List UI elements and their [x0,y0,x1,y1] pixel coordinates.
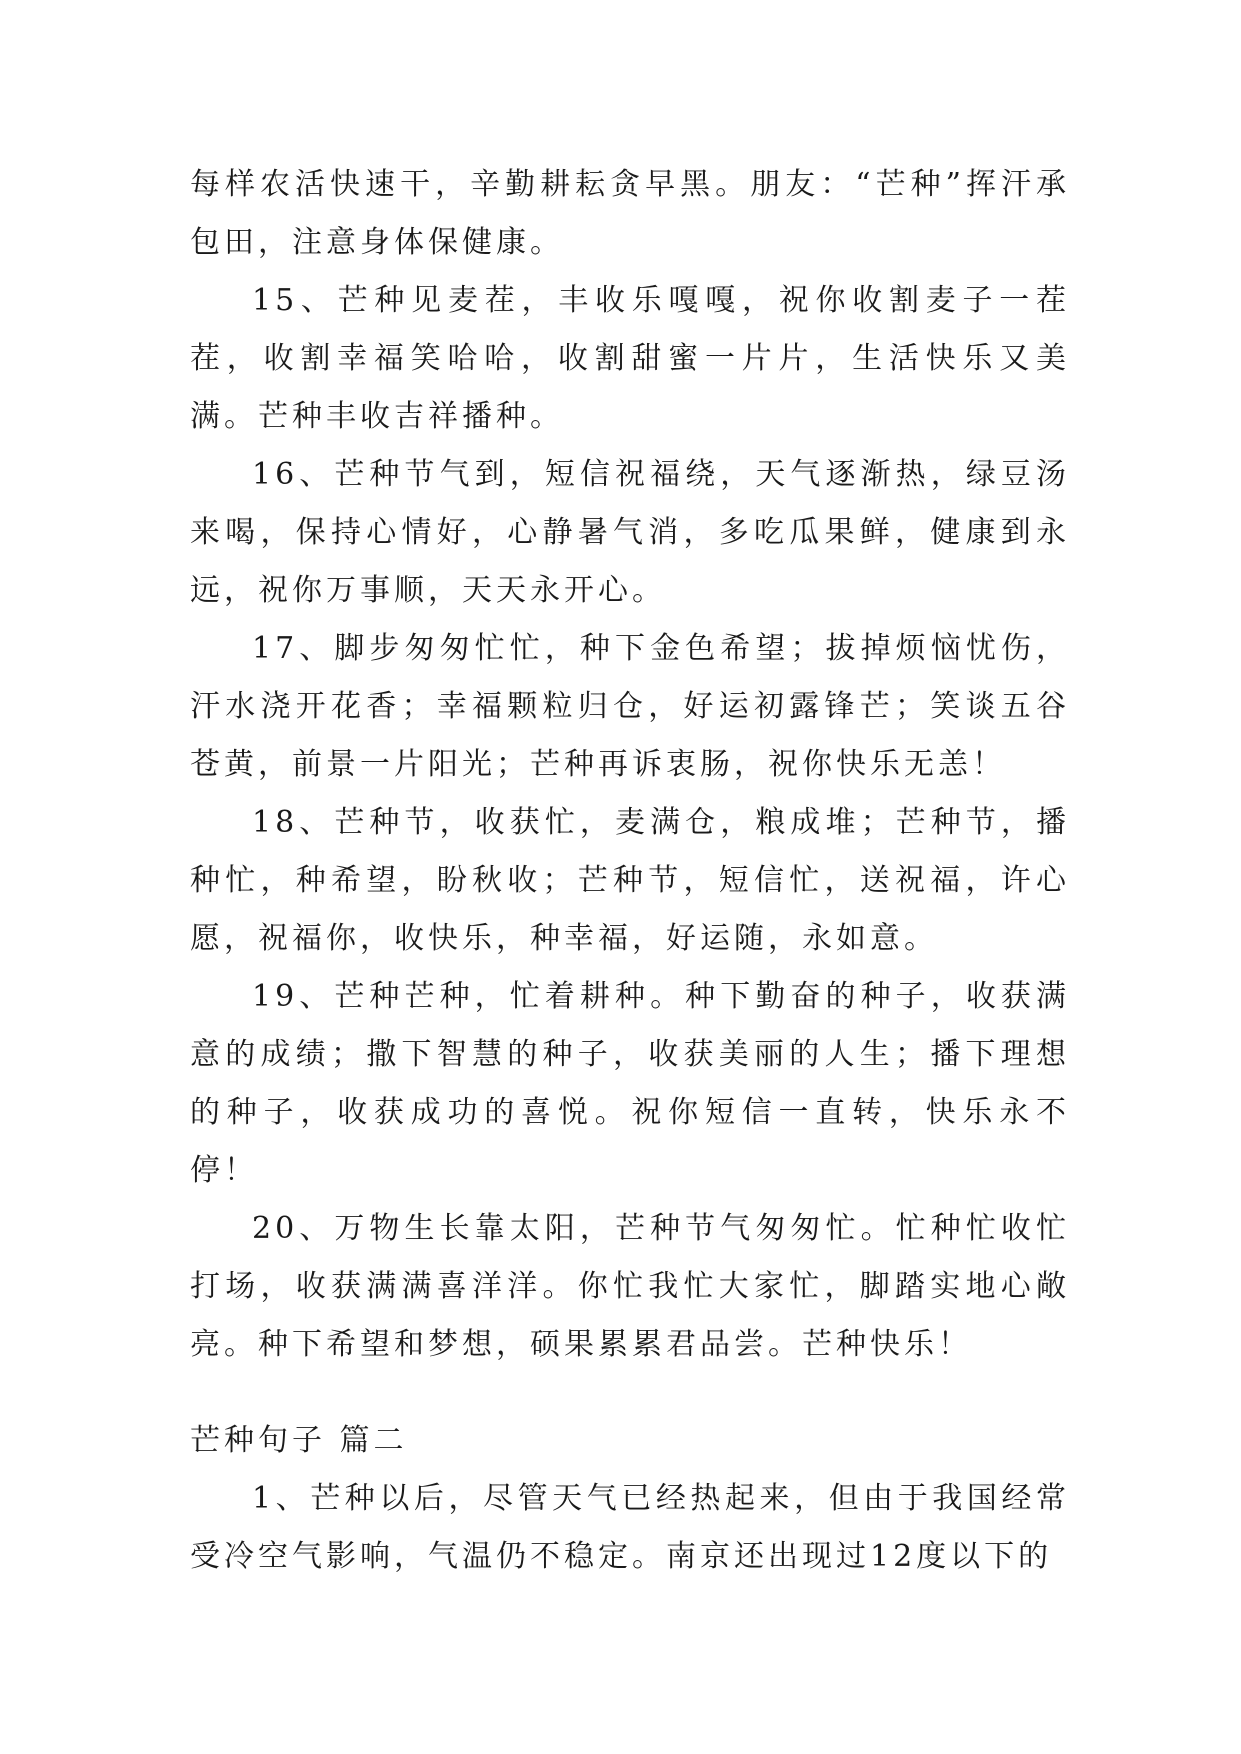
paragraph-18: 18、芒种节，收获忙，麦满仓，粮成堆；芒种节，播种忙，种希望，盼秋收；芒种节，短信忙，送祝福，许心愿，祝福你，收快乐，种幸福，好运随，永如意。 [190,805,1070,956]
paragraph-19: 19、芒种芒种，忙着耕种。种下勤奋的种子，收获满意的成绩；撒下智慧的种子，收获美丽的人生；播下理想的种子，收获成功的喜悦。祝你短信一直转，快乐永不停！ [190,979,1070,1188]
paragraph-continued: 每样农活快速干，辛勤耕耘贪早黑。朋友：“芒种”挥汗承包田，注意身体保健康。 [190,167,1070,260]
paragraph-20: 20、万物生长靠太阳，芒种节气匆匆忙。忙种忙收忙打场，收获满满喜洋洋。你忙我忙大家忙，脚踏实地心敞亮。种下希望和梦想，硕果累累君品尝。芒种快乐！ [190,1211,1070,1362]
section-paragraph-1: 1、芒种以后，尽管天气已经热起来，但由于我国经常受冷空气影响，气温仍不稳定。南京还出现过12度以下的 [190,1481,1070,1574]
document-body [190,156,1070,1586]
paragraph-16: 16、芒种节气到，短信祝福绕，天气逐渐热，绿豆汤来喝，保持心情好，心静暑气消，多吃瓜果鲜，健康到永远，祝你万事顺，天天永开心。 [190,457,1070,608]
paragraph-15: 15、芒种见麦茬，丰收乐嘎嘎，祝你收割麦子一茬茬，收割幸福笑哈哈，收割甜蜜一片片，生活快乐又美满。芒种丰收吉祥播种。 [190,283,1070,434]
section-title: 芒种句子 篇二 [190,1423,408,1458]
paragraph-17: 17、脚步匆匆忙忙，种下金色希望；拔掉烦恼忧伤，汗水浇开花香；幸福颗粒归仓，好运初露锋芒；笑谈五谷苍黄，前景一片阳光；芒种再诉衷肠，祝你快乐无恙！ [190,631,1070,782]
